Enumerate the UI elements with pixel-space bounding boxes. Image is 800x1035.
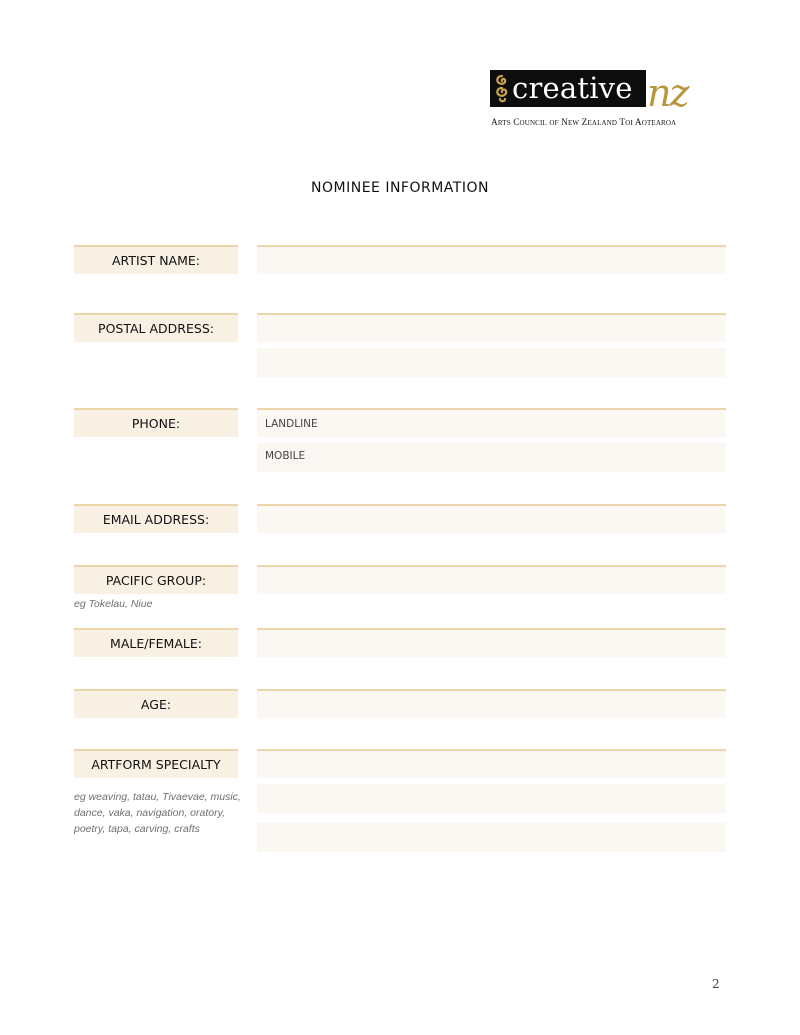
logo-nz: nz [647,71,688,115]
phone-landline-field[interactable] [257,408,726,437]
logo-wordmark: creative [512,71,633,105]
artform-specialty-field-line1[interactable] [257,749,726,778]
phone-label: PHONE: [74,408,238,437]
artform-specialty-field-line3[interactable] [257,823,726,852]
logo-black-panel [490,70,646,107]
landline-label: LANDLINE [265,418,318,430]
age-label: AGE: [74,689,238,718]
male-female-field[interactable] [257,628,726,657]
postal-address-field-line2[interactable] [257,348,726,377]
age-field[interactable] [257,689,726,718]
artform-specialty-field-line2[interactable] [257,784,726,813]
creative-nz-logo [490,70,730,130]
pacific-group-label: PACIFIC GROUP: [74,565,238,594]
email-address-label: EMAIL ADDRESS: [74,504,238,533]
artform-specialty-label: ARTFORM SPECIALTY [74,749,238,778]
email-address-field[interactable] [257,504,726,533]
postal-address-field-line1[interactable] [257,313,726,342]
page-title: NOMINEE INFORMATION [311,180,489,196]
mobile-label: MOBILE [265,450,306,462]
postal-address-label: POSTAL ADDRESS: [74,313,238,342]
phone-mobile-field[interactable] [257,443,726,472]
logo-tagline: Arts Council of New Zealand Toi Aotearoa [491,118,677,128]
artist-name-label: ARTIST NAME: [74,245,238,274]
artform-specialty-hint: eg weaving, tatau, Tivaevae, music, dance, vaka, navigation, oratory, poetry, tapa, carving, crafts [74,791,241,835]
pacific-group-field[interactable] [257,565,726,594]
artist-name-field[interactable] [257,245,726,274]
pacific-group-hint: eg Tokelau, Niue [74,598,153,610]
male-female-label: MALE/FEMALE: [74,628,238,657]
koru-swirl-icon [494,74,510,103]
page-number: 2 [712,977,720,991]
